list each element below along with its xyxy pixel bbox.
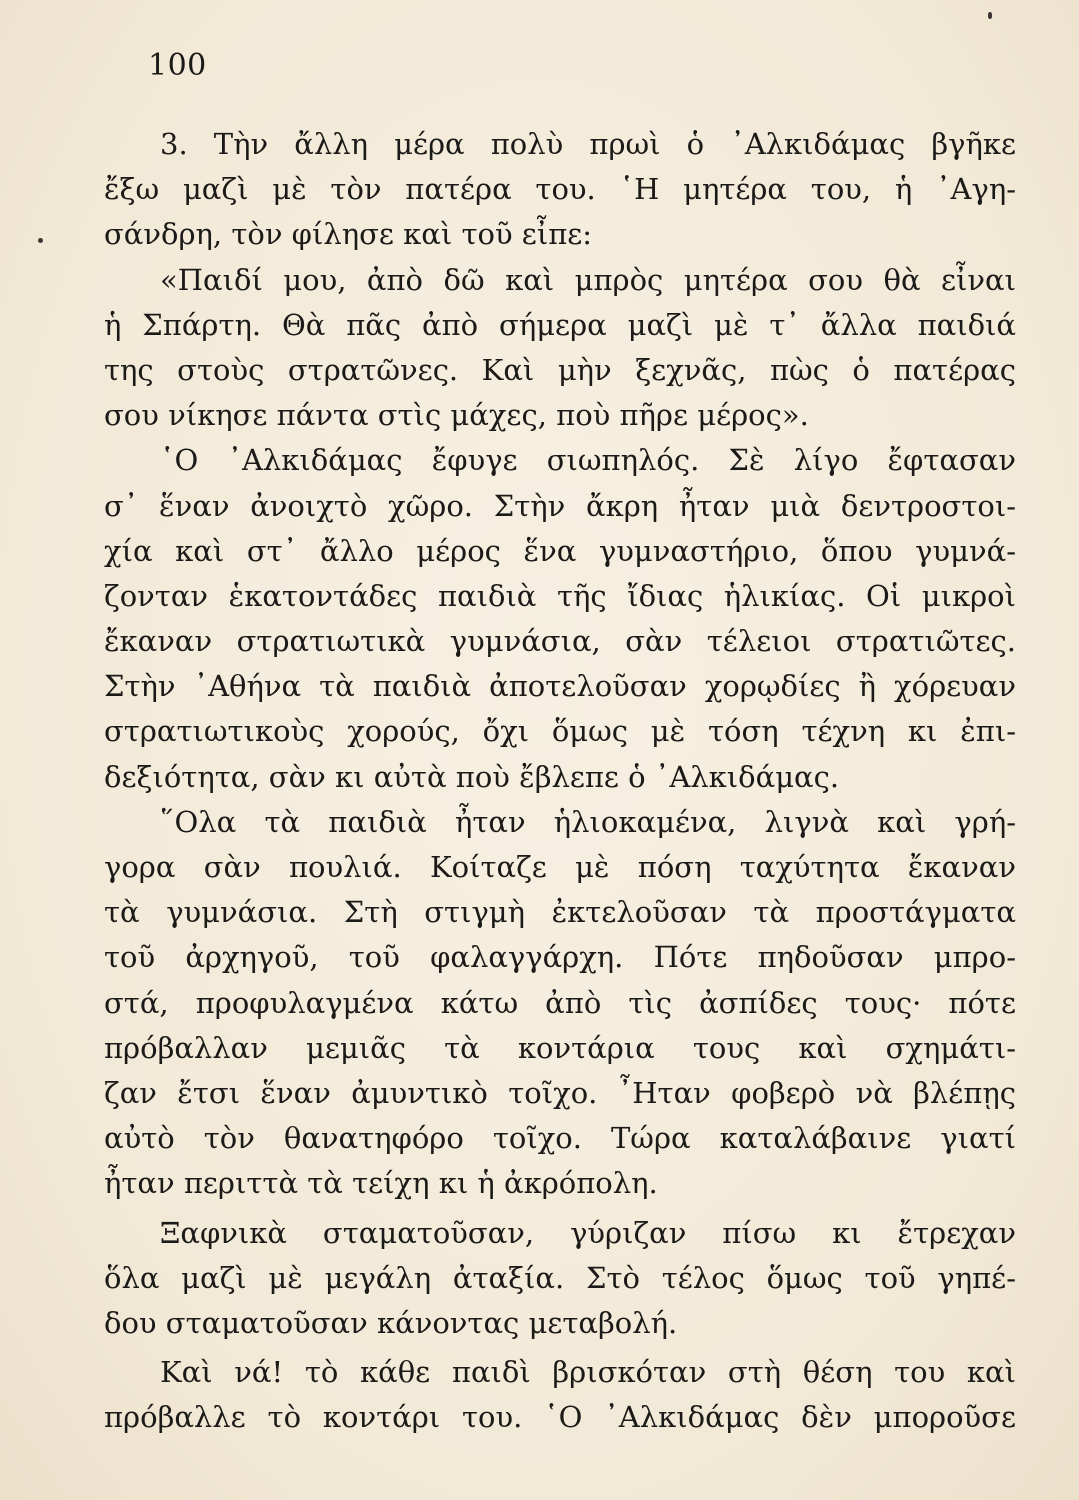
text-line: σου νίκησε πάντα στὶς μάχες, ποὺ πῆρε μέρος».	[104, 398, 809, 433]
text-line: «Παιδί μου, ἀπὸ δῶ καὶ μπρὸς μητέρα σου θὰ εἶναι	[160, 262, 1016, 297]
text-line: ῞Ολα τὰ παιδιὰ ἦταν ἡλιοκαμένα, λιγνὰ καὶ γρή-	[160, 804, 1016, 839]
text-line: δεξιότητα, σὰν κι αὐτὰ ποὺ ἔβλεπε ὁ ᾿Αλκιδάμας.	[104, 759, 840, 794]
text-line: σ᾿ ἕναν ἀνοιχτὸ χῶρο. Στὴν ἄκρη ἦταν μιὰ δεντροστοι-	[104, 488, 1016, 523]
text-line: στά, προφυλαγμένα κάτω ἀπὸ τὶς ἀσπίδες τους· πότε	[104, 985, 1016, 1020]
text-line: της στοὺς στρατῶνες. Καὶ μὴν ξεχνᾶς, πὼς ὁ πατέρας	[104, 352, 1016, 387]
text-line: ἦταν περιττὰ τὰ τείχη κι ἡ ἀκρόπολη.	[104, 1166, 658, 1201]
text-line: σάνδρη, τὸν φίλησε καὶ τοῦ εἶπε:	[104, 217, 593, 252]
body-text	[104, 122, 1016, 1440]
text-line: Στὴν ᾿Αθήνα τὰ παιδιὰ ἀποτελοῦσαν χορῳδίες ἢ χόρευαν	[104, 669, 1016, 704]
text-line: τὰ γυμνάσια. Στὴ στιγμὴ ἐκτελοῦσαν τὰ προστάγματα	[104, 895, 1016, 930]
ink-speck	[988, 12, 992, 19]
text-line: ζονταν ἑκατοντάδες παιδιὰ τῆς ἴδιας ἡλικίας. Οἱ μικροὶ	[104, 578, 1016, 613]
text-line: ῾Ο ᾿Αλκιδάμας ἔφυγε σιωπηλός. Σὲ λίγο ἔφτασαν	[160, 443, 1016, 478]
text-line: αὐτὸ τὸν θανατηφόρο τοῖχο. Τώρα καταλάβαινε γιατί	[104, 1121, 1016, 1156]
text-line: ζαν ἔτσι ἕναν ἀμυντικὸ τοῖχο. ῏Ηταν φοβερὸ νὰ βλέπῃς	[104, 1075, 1016, 1110]
text-line: δου σταματοῦσαν κάνοντας μεταβολή.	[104, 1305, 678, 1340]
text-line: ἔκαναν στρατιωτικὰ γυμνάσια, σὰν τέλειοι στρατιῶτες.	[104, 624, 1016, 659]
text-line: γορα σὰν πουλιά. Κοίταζε μὲ πόση ταχύτητα ἔκαναν	[104, 850, 1016, 884]
margin-dot	[38, 238, 43, 243]
text-line: ἡ Σπάρτη. Θὰ πᾶς ἀπὸ σήμερα μαζὶ μὲ τ᾿ ἄλλα παιδιά	[104, 307, 1016, 342]
text-line: ὅλα μαζὶ μὲ μεγάλη ἀταξία. Στὸ τέλος ὅμως τοῦ γηπέ-	[104, 1260, 1016, 1295]
text-line: στρατιωτικοὺς χορούς, ὄχι ὅμως μὲ τόση τέχνη κι ἐπι-	[104, 714, 1016, 749]
text-line: 3. Τὴν ἄλλη μέρα πολὺ πρωὶ ὁ ᾿Αλκιδάμας βγῆκε	[160, 127, 1016, 161]
text-line: τοῦ ἀρχηγοῦ, τοῦ φαλαγγάρχη. Πότε πηδοῦσαν μπρο-	[104, 940, 1016, 975]
text-line: ἔξω μαζὶ μὲ τὸν πατέρα του. ῾Η μητέρα του, ἡ ᾿Αγη-	[104, 172, 1016, 207]
text-line: Καὶ νά! τὸ κάθε παιδὶ βρισκόταν στὴ θέση του καὶ	[160, 1355, 1016, 1390]
page-number: 100	[148, 48, 207, 83]
text-line: χία καὶ στ᾿ ἄλλο μέρος ἕνα γυμναστήριο, ὅπου γυμνά-	[104, 533, 1016, 568]
text-line: Ξαφνικὰ σταματοῦσαν, γύριζαν πίσω κι ἔτρεχαν	[160, 1215, 1016, 1250]
text-line: πρόβαλλε τὸ κοντάρι του. ῾Ο ᾿Αλκιδάμας δὲν μποροῦσε	[104, 1400, 1016, 1435]
text-line: πρόβαλλαν μεμιᾶς τὰ κοντάρια τους καὶ σχημάτι-	[104, 1030, 1016, 1065]
